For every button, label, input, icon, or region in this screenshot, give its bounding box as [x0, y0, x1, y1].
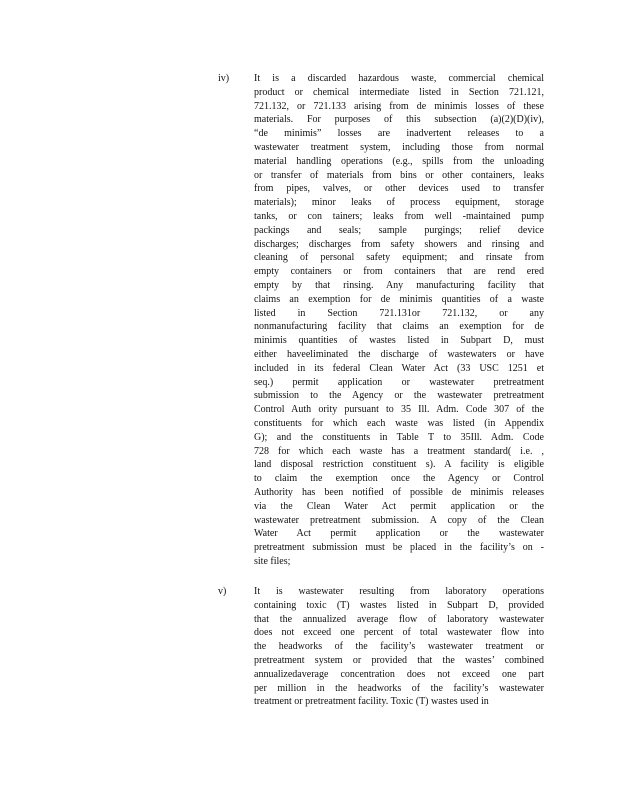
text-line: the headworks of the facility’s wastewater treatment or [254, 641, 544, 653]
text-line: site files; [254, 555, 291, 567]
text-line: Authority has been notified of possible de minimis releases [254, 486, 544, 498]
text-line: It is wastewater resulting from laboratory operations [254, 586, 544, 597]
text-line: packings and seals; sample purgings; relief device [254, 224, 544, 236]
text-line: constituents for which each waste was listed (in Appendix [254, 417, 544, 429]
text-line: tanks, or con tainers; leaks from well -maintained pump [254, 210, 544, 222]
text-line: materials); minor leaks of process equipment, storage [254, 197, 544, 209]
text-line: land disposal restriction constituent s). A facility is eligible [254, 459, 544, 471]
text-line: containing toxic (T) wastes listed in Subpart D, provided [254, 599, 544, 611]
text-line: minimis quantities of wastes listed in Subpart D, must [254, 335, 544, 347]
text-line: G); and the constituents in Table T to 35Ill. Adm. Code [254, 431, 544, 443]
item-text [254, 72, 544, 569]
text-line: empty containers or from containers that are rend ered [254, 266, 544, 278]
text-line: wastewater treatment system, including those from normal [254, 141, 544, 153]
text-line: discharges; discharges from safety showers and rinsing and [254, 238, 544, 250]
text-line: nonmanufacturing facility that claims an exemption for de [254, 321, 544, 333]
text-line: materials. For purposes of this subsection (a)(2)(D)(iv), [254, 114, 544, 126]
text-line: product or chemical intermediate listed in Section 721.121, [254, 86, 544, 98]
text-line: pretreatment submission must be placed in the facility’s on - [254, 542, 544, 554]
text-line: Water Act permit application or the wastewater [254, 528, 544, 540]
text-line: per million in the headworks of the facility’s wastewater [254, 682, 544, 694]
text-line: Control Auth ority pursuant to 35 Ill. Adm. Code 307 of the [254, 404, 544, 416]
text-line: either have​eliminated the discharge of wastewaters or have [254, 348, 544, 360]
text-line: listed in Section 721.131or 721.132, or any [254, 307, 544, 319]
text-line: material handling operations (e.g., spills from the unloading [254, 155, 544, 167]
text-line: via the Clean Water Act permit application or the [254, 500, 544, 512]
text-line: from pipes, valves, or other devices used to transfer [254, 183, 544, 195]
item-marker: iv) [218, 73, 230, 84]
text-line: included in its federal Clean Water Act (33 USC 1251 et [254, 362, 544, 374]
item-marker: v) [218, 586, 227, 597]
item-text [254, 585, 544, 709]
text-line: annualized​average concentration does not exceed one part [254, 668, 544, 680]
text-line: cleaning of personal safety equipment; and rinsate from [254, 252, 544, 264]
text-line: seq.) permit application or wastewater pretreatment [254, 376, 544, 388]
text-line: claims an exemption for de minimis quantities of a waste [254, 293, 544, 305]
text-line: empty by that rinsing. Any manufacturing facility that [254, 279, 544, 291]
text-line: or transfer of materials from bins or other containers, leaks [254, 169, 544, 181]
text-line: 721.132, or 721.133 arising from de minimis losses of these [254, 100, 544, 112]
text-line: does not exceed one percent of total wastewater flow into [254, 627, 544, 639]
text-line: to claim the exemption once the Agency or Control [254, 473, 544, 485]
text-line: treatment or pretreatment facility. Toxic (T) wastes used in [254, 696, 489, 708]
text-line: submission to the Agency or the wastewater pretreatment [254, 390, 544, 402]
text-line: “de minimis” losses are inadvertent releases to a [254, 128, 544, 140]
text-line: wastewater pretreatment submission. A copy of the Clean [254, 514, 544, 526]
text-line: pretreatment system or provided that the wastes’ combined [254, 654, 544, 666]
text-line: 728 for which each waste has a treatment standard( i.e. , [254, 445, 544, 457]
text-line: that the annualized average flow of laboratory wastewater [254, 613, 544, 625]
text-line: It is a discarded hazardous waste, commercial chemical [254, 73, 544, 84]
